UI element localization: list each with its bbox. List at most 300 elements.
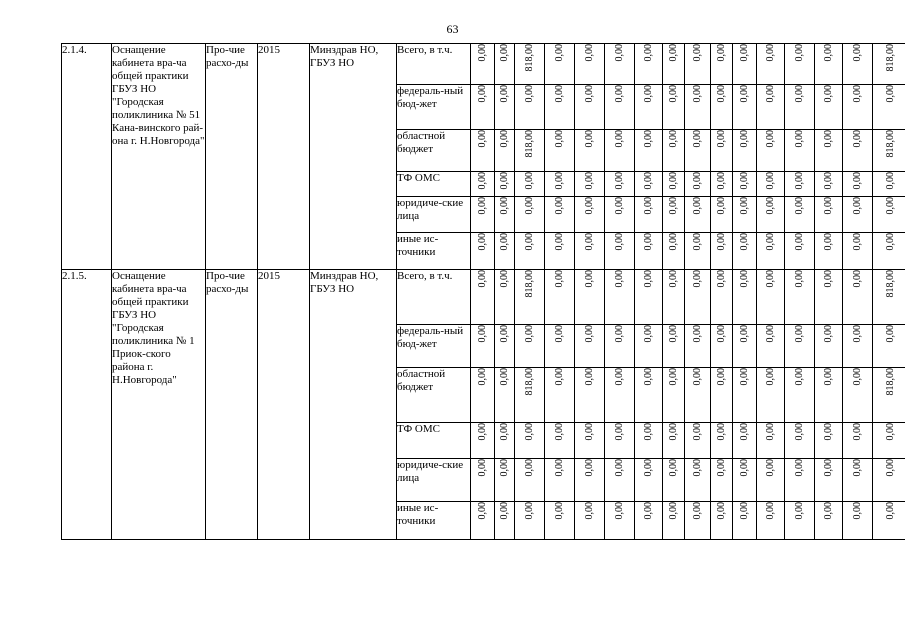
value-cell <box>515 85 545 130</box>
value-text: 0,00 <box>614 270 625 288</box>
value-cell <box>757 423 785 459</box>
value-cell <box>605 325 635 368</box>
value-text: 0,00 <box>823 368 834 386</box>
value-text: 0,00 <box>668 325 679 343</box>
value-cell <box>873 270 905 325</box>
value-cell <box>575 502 605 540</box>
value-cell <box>545 172 575 197</box>
value-cell <box>635 172 663 197</box>
value-text: 0,00 <box>643 197 654 215</box>
value-cell <box>663 423 685 459</box>
value-text: 0,00 <box>739 325 750 343</box>
value-cell <box>843 85 873 130</box>
value-cell <box>685 172 711 197</box>
value-cell <box>471 325 495 368</box>
value-text: 0,00 <box>614 423 625 441</box>
value-cell <box>663 44 685 85</box>
value-text: 0,00 <box>794 459 805 477</box>
value-cell <box>815 85 843 130</box>
value-cell <box>605 368 635 423</box>
value-cell <box>757 197 785 233</box>
value-cell <box>785 459 815 502</box>
value-text: 818,00 <box>524 44 535 72</box>
value-text: 0,00 <box>554 197 565 215</box>
value-cell <box>545 459 575 502</box>
value-text: 0,00 <box>692 44 703 62</box>
value-text: 0,00 <box>765 368 776 386</box>
value-text: 0,00 <box>499 423 510 441</box>
value-cell <box>873 130 905 172</box>
value-cell <box>515 270 545 325</box>
value-cell <box>495 368 515 423</box>
value-cell <box>575 197 605 233</box>
value-cell <box>757 325 785 368</box>
value-cell <box>635 423 663 459</box>
value-text: 0,00 <box>643 502 654 520</box>
value-text: 0,00 <box>692 130 703 148</box>
value-text: 0,00 <box>584 44 595 62</box>
value-text: 0,00 <box>477 423 488 441</box>
value-cell <box>545 270 575 325</box>
value-cell <box>515 197 545 233</box>
value-cell <box>635 325 663 368</box>
value-text: 0,00 <box>554 172 565 190</box>
value-text: 0,00 <box>499 368 510 386</box>
value-cell <box>711 85 733 130</box>
value-text: 0,00 <box>499 130 510 148</box>
value-cell <box>711 368 733 423</box>
value-text: 0,00 <box>692 423 703 441</box>
value-text: 0,00 <box>554 85 565 103</box>
value-text: 0,00 <box>765 459 776 477</box>
value-cell <box>843 459 873 502</box>
value-cell <box>515 423 545 459</box>
value-cell <box>785 325 815 368</box>
value-text: 0,00 <box>554 325 565 343</box>
value-text: 0,00 <box>823 130 834 148</box>
value-cell <box>663 172 685 197</box>
value-text: 0,00 <box>643 368 654 386</box>
value-text: 0,00 <box>668 423 679 441</box>
value-text: 0,00 <box>794 270 805 288</box>
value-text: 0,00 <box>477 172 488 190</box>
value-text: 0,00 <box>477 44 488 62</box>
value-cell <box>711 270 733 325</box>
value-cell <box>635 85 663 130</box>
value-text: 0,00 <box>668 233 679 251</box>
value-cell <box>635 368 663 423</box>
value-text: 0,00 <box>765 172 776 190</box>
value-cell <box>843 368 873 423</box>
value-text: 0,00 <box>852 197 863 215</box>
value-text: 0,00 <box>614 325 625 343</box>
value-cell <box>663 502 685 540</box>
value-cell <box>733 459 757 502</box>
value-text: 0,00 <box>668 502 679 520</box>
value-text: 0,00 <box>852 85 863 103</box>
value-text: 0,00 <box>614 459 625 477</box>
value-text: 0,00 <box>499 233 510 251</box>
value-cell <box>785 502 815 540</box>
value-text: 0,00 <box>584 325 595 343</box>
value-cell <box>733 172 757 197</box>
value-cell <box>471 368 495 423</box>
value-cell <box>605 172 635 197</box>
value-cell <box>471 197 495 233</box>
value-text: 0,00 <box>765 423 776 441</box>
value-cell <box>843 233 873 270</box>
value-text: 0,00 <box>614 172 625 190</box>
value-cell <box>515 172 545 197</box>
value-text: 0,00 <box>739 233 750 251</box>
value-text: 0,00 <box>554 423 565 441</box>
value-cell <box>711 423 733 459</box>
value-text: 0,00 <box>499 172 510 190</box>
value-cell <box>815 233 843 270</box>
value-cell <box>757 44 785 85</box>
value-cell <box>605 502 635 540</box>
value-text: 0,00 <box>554 459 565 477</box>
value-cell <box>663 368 685 423</box>
value-text: 0,00 <box>716 368 727 386</box>
value-text: 0,00 <box>584 502 595 520</box>
entry-year: 2015 <box>258 44 310 270</box>
value-text: 0,00 <box>524 85 535 103</box>
value-cell <box>663 325 685 368</box>
value-cell <box>685 44 711 85</box>
value-text: 0,00 <box>716 197 727 215</box>
value-cell <box>575 368 605 423</box>
funding-source-label: федераль-ный бюд-жет <box>397 85 471 130</box>
value-text: 818,00 <box>884 44 896 72</box>
value-text: 0,00 <box>499 502 510 520</box>
value-cell <box>685 130 711 172</box>
value-text: 0,00 <box>524 502 535 520</box>
value-text: 0,00 <box>765 197 776 215</box>
value-cell <box>757 172 785 197</box>
value-cell <box>711 44 733 85</box>
value-cell <box>685 423 711 459</box>
value-cell <box>873 459 905 502</box>
value-cell <box>685 325 711 368</box>
value-text: 0,00 <box>765 130 776 148</box>
value-text: 0,00 <box>584 172 595 190</box>
value-text: 0,00 <box>794 44 805 62</box>
value-text: 0,00 <box>794 423 805 441</box>
value-cell <box>815 270 843 325</box>
value-text: 0,00 <box>716 459 727 477</box>
value-cell <box>685 502 711 540</box>
value-cell <box>815 368 843 423</box>
value-cell <box>515 325 545 368</box>
value-text: 818,00 <box>884 368 896 396</box>
value-text: 0,00 <box>716 44 727 62</box>
value-text: 0,00 <box>584 270 595 288</box>
value-text: 0,00 <box>477 85 488 103</box>
value-text: 0,00 <box>884 325 896 343</box>
value-cell <box>663 85 685 130</box>
value-cell <box>575 130 605 172</box>
value-text: 0,00 <box>668 130 679 148</box>
value-text: 0,00 <box>614 502 625 520</box>
value-text: 0,00 <box>794 325 805 343</box>
value-text: 0,00 <box>794 368 805 386</box>
page-number: 63 <box>446 22 459 36</box>
value-text: 0,00 <box>643 270 654 288</box>
value-cell <box>757 270 785 325</box>
value-text: 0,00 <box>692 368 703 386</box>
value-text: 0,00 <box>692 459 703 477</box>
value-text: 818,00 <box>884 130 896 158</box>
value-text: 0,00 <box>765 325 776 343</box>
value-text: 0,00 <box>692 172 703 190</box>
value-text: 0,00 <box>584 459 595 477</box>
value-text: 0,00 <box>643 233 654 251</box>
value-text: 0,00 <box>614 368 625 386</box>
entry-year: 2015 <box>258 270 310 540</box>
value-text: 0,00 <box>823 85 834 103</box>
value-text: 0,00 <box>477 459 488 477</box>
value-text: 0,00 <box>716 325 727 343</box>
value-cell <box>685 270 711 325</box>
value-cell <box>873 502 905 540</box>
value-cell <box>815 459 843 502</box>
value-text: 0,00 <box>823 233 834 251</box>
entry-number: 2.1.5. <box>62 270 112 540</box>
value-cell <box>635 197 663 233</box>
value-text: 0,00 <box>716 85 727 103</box>
value-text: 0,00 <box>692 502 703 520</box>
value-text: 0,00 <box>614 197 625 215</box>
value-text: 0,00 <box>668 368 679 386</box>
value-text: 0,00 <box>716 270 727 288</box>
value-cell <box>545 423 575 459</box>
value-text: 0,00 <box>692 233 703 251</box>
value-text: 0,00 <box>739 130 750 148</box>
value-text: 0,00 <box>823 270 834 288</box>
value-cell <box>663 130 685 172</box>
value-text: 0,00 <box>668 44 679 62</box>
value-text: 0,00 <box>823 459 834 477</box>
value-text: 0,00 <box>823 502 834 520</box>
value-cell <box>843 130 873 172</box>
value-text: 0,00 <box>668 197 679 215</box>
value-cell <box>575 44 605 85</box>
value-cell <box>815 502 843 540</box>
value-text: 0,00 <box>524 459 535 477</box>
value-text: 0,00 <box>794 85 805 103</box>
value-cell <box>575 172 605 197</box>
value-text: 0,00 <box>614 233 625 251</box>
value-cell <box>873 233 905 270</box>
value-text: 0,00 <box>477 233 488 251</box>
value-cell <box>471 172 495 197</box>
value-cell <box>733 130 757 172</box>
value-cell <box>635 270 663 325</box>
value-cell <box>685 459 711 502</box>
table-row <box>62 44 905 85</box>
value-cell <box>605 459 635 502</box>
funding-source-label: юридиче-ские лица <box>397 459 471 502</box>
value-text: 0,00 <box>739 423 750 441</box>
value-cell <box>843 44 873 85</box>
value-text: 0,00 <box>524 325 535 343</box>
value-text: 0,00 <box>884 233 896 251</box>
value-cell <box>733 197 757 233</box>
value-cell <box>815 423 843 459</box>
value-cell <box>873 197 905 233</box>
value-cell <box>873 423 905 459</box>
value-cell <box>495 423 515 459</box>
value-text: 0,00 <box>884 85 896 103</box>
value-text: 0,00 <box>554 233 565 251</box>
value-cell <box>635 44 663 85</box>
value-text: 0,00 <box>584 130 595 148</box>
funding-source-label: областной бюджет <box>397 130 471 172</box>
value-text: 0,00 <box>794 233 805 251</box>
value-text: 818,00 <box>524 270 535 298</box>
value-text: 818,00 <box>884 270 896 298</box>
value-text: 0,00 <box>477 197 488 215</box>
value-cell <box>635 459 663 502</box>
value-cell <box>471 502 495 540</box>
value-cell <box>711 233 733 270</box>
value-cell <box>545 197 575 233</box>
value-text: 0,00 <box>739 459 750 477</box>
value-text: 0,00 <box>716 502 727 520</box>
value-cell <box>757 459 785 502</box>
value-text: 0,00 <box>477 368 488 386</box>
value-cell <box>733 502 757 540</box>
value-text: 0,00 <box>716 130 727 148</box>
funding-source-label: ТФ ОМС <box>397 423 471 459</box>
value-cell <box>685 233 711 270</box>
value-cell <box>495 459 515 502</box>
value-text: 0,00 <box>668 85 679 103</box>
value-cell <box>815 197 843 233</box>
funding-source-label: ТФ ОМС <box>397 172 471 197</box>
value-cell <box>471 423 495 459</box>
value-cell <box>495 130 515 172</box>
value-cell <box>757 233 785 270</box>
funding-source-label: иные ис-точники <box>397 233 471 270</box>
value-text: 0,00 <box>524 423 535 441</box>
value-cell <box>785 130 815 172</box>
value-text: 0,00 <box>524 172 535 190</box>
value-text: 0,00 <box>614 130 625 148</box>
value-text: 0,00 <box>852 325 863 343</box>
value-text: 0,00 <box>643 44 654 62</box>
value-cell <box>545 85 575 130</box>
value-text: 0,00 <box>739 368 750 386</box>
entry-executor: Минздрав НО, ГБУЗ НО <box>310 44 397 270</box>
value-cell <box>545 233 575 270</box>
value-cell <box>545 368 575 423</box>
table-row <box>62 270 905 325</box>
funding-source-label: Всего, в т.ч. <box>397 44 471 85</box>
value-cell <box>471 270 495 325</box>
value-text: 0,00 <box>739 85 750 103</box>
value-cell <box>733 85 757 130</box>
value-text: 0,00 <box>692 197 703 215</box>
value-cell <box>545 325 575 368</box>
value-cell <box>873 325 905 368</box>
value-cell <box>785 423 815 459</box>
value-cell <box>711 325 733 368</box>
value-cell <box>843 502 873 540</box>
value-cell <box>785 368 815 423</box>
value-text: 0,00 <box>884 502 896 520</box>
value-cell <box>515 44 545 85</box>
value-text: 0,00 <box>477 325 488 343</box>
value-cell <box>495 270 515 325</box>
value-text: 0,00 <box>852 233 863 251</box>
value-text: 0,00 <box>852 502 863 520</box>
value-text: 0,00 <box>477 502 488 520</box>
value-text: 0,00 <box>884 197 896 215</box>
value-text: 0,00 <box>524 233 535 251</box>
value-cell <box>515 368 545 423</box>
funding-source-label: областной бюджет <box>397 368 471 423</box>
value-cell <box>711 197 733 233</box>
value-text: 0,00 <box>584 423 595 441</box>
value-text: 0,00 <box>524 197 535 215</box>
entry-name: Оснащение кабинета вра-ча общей практики ГБУЗ НО "Городская поликлиника № 1 Приок-ского района г. Н.Новгорода" <box>112 270 206 540</box>
value-cell <box>815 172 843 197</box>
value-cell <box>873 85 905 130</box>
value-cell <box>843 423 873 459</box>
value-text: 0,00 <box>554 502 565 520</box>
value-text: 0,00 <box>852 459 863 477</box>
value-text: 0,00 <box>884 459 896 477</box>
value-text: 0,00 <box>794 197 805 215</box>
value-cell <box>575 85 605 130</box>
value-text: 0,00 <box>668 172 679 190</box>
value-cell <box>815 130 843 172</box>
expense-type: Про-чие расхо-ды <box>206 270 258 540</box>
value-cell <box>843 270 873 325</box>
value-text: 0,00 <box>716 233 727 251</box>
value-cell <box>785 172 815 197</box>
value-cell <box>575 233 605 270</box>
budget-table <box>61 43 905 540</box>
value-text: 0,00 <box>584 368 595 386</box>
value-text: 0,00 <box>554 44 565 62</box>
value-text: 0,00 <box>852 172 863 190</box>
value-cell <box>471 233 495 270</box>
value-text: 0,00 <box>692 85 703 103</box>
value-cell <box>605 44 635 85</box>
value-text: 0,00 <box>692 270 703 288</box>
value-cell <box>843 325 873 368</box>
value-cell <box>785 197 815 233</box>
value-text: 0,00 <box>739 44 750 62</box>
value-text: 0,00 <box>823 172 834 190</box>
value-text: 0,00 <box>852 44 863 62</box>
value-text: 0,00 <box>852 368 863 386</box>
value-cell <box>575 270 605 325</box>
value-text: 0,00 <box>765 85 776 103</box>
value-cell <box>733 368 757 423</box>
value-cell <box>711 502 733 540</box>
value-text: 0,00 <box>499 459 510 477</box>
value-cell <box>873 172 905 197</box>
value-text: 0,00 <box>823 197 834 215</box>
value-cell <box>605 130 635 172</box>
value-cell <box>711 130 733 172</box>
value-cell <box>495 44 515 85</box>
value-text: 818,00 <box>524 130 535 158</box>
